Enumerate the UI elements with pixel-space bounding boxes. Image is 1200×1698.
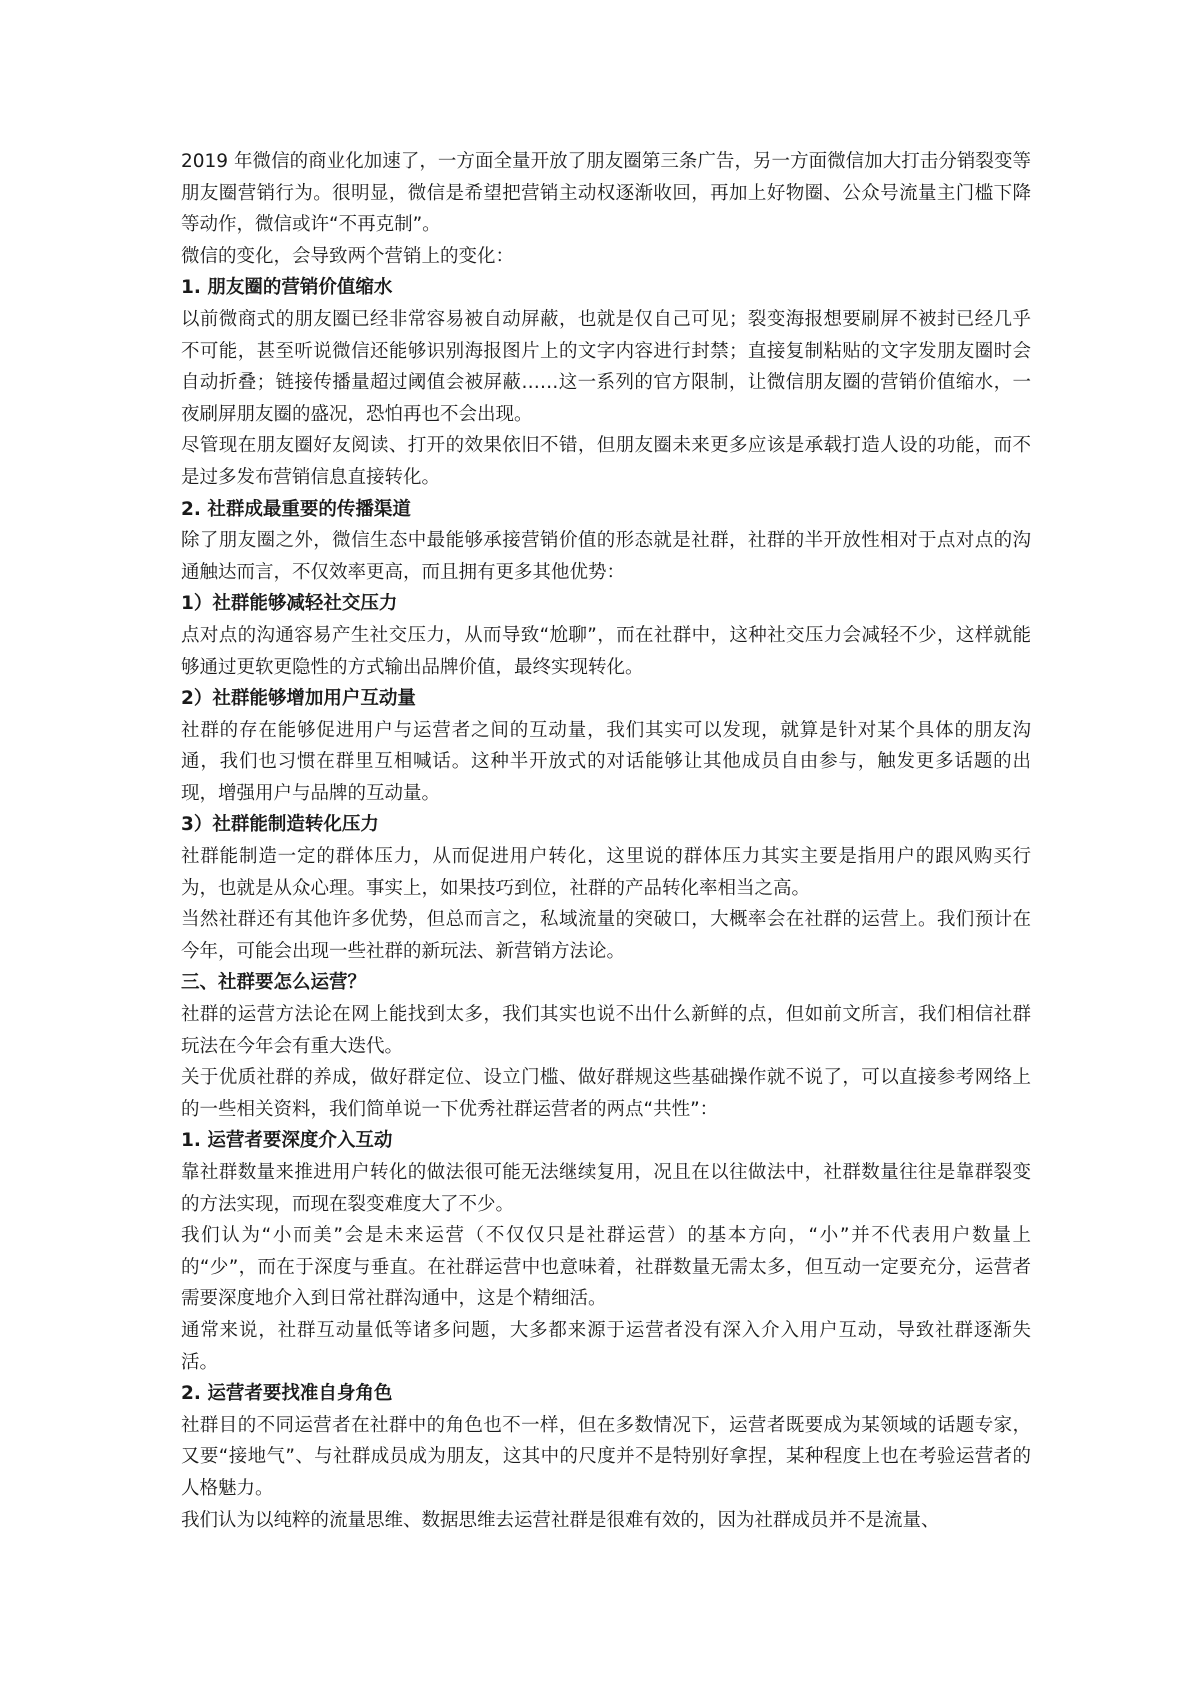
body-paragraph: 社群能制造一定的群体压力，从而促进用户转化，这里说的群体压力其实主要是指用户的跟风购买行为，也就是从众心理。事实上，如果技巧到位，社群的产品转化率相当之高。 — [181, 846, 1031, 899]
document-page — [181, 146, 1031, 1536]
subheading-interaction: 2）社群能够增加用户互动量 — [181, 688, 416, 710]
body-paragraph: 当然社群还有其他许多优势，但总而言之，私域流量的突破口，大概率会在社群的运营上。我们预计在今年，可能会出现一些社群的新玩法、新营销方法论。 — [181, 909, 1031, 962]
intro-paragraph: 2019 年微信的商业化加速了，一方面全量开放了朋友圈第三条广告，另一方面微信加大打击分销裂变等朋友圈营销行为。很明显，微信是希望把营销主动权逐渐收回，再加上好物圈、公众号流量主门槛下降等动作，微信或许“不再克制”。 — [181, 151, 1031, 236]
body-paragraph: 社群目的不同运营者在社群中的角色也不一样，但在多数情况下，运营者既要成为某领域的话题专家，又要“接地气”、与社群成员成为朋友，这其中的尺度并不是特别好拿捏，某种程度上也在考验运营者的人格魅力。 — [181, 1414, 1031, 1499]
section-heading-how-to-operate: 三、社群要怎么运营？ — [181, 972, 367, 994]
body-paragraph: 我们认为以纯粹的流量思维、数据思维去运营社群是很难有效的，因为社群成员并不是流量、 — [181, 1509, 940, 1531]
body-paragraph: 关于优质社群的养成，做好群定位、设立门槛、做好群规这些基础操作就不说了，可以直接参考网络上的一些相关资料，我们简单说一下优秀社群运营者的两点“共性”： — [181, 1067, 1031, 1120]
body-paragraph: 通常来说，社群互动量低等诸多问题，大多都来源于运营者没有深入介入用户互动，导致社群逐渐失活。 — [181, 1319, 1031, 1373]
section-heading-community-channel: 2. 社群成最重要的传播渠道 — [181, 498, 411, 520]
body-paragraph: 以前微商式的朋友圈已经非常容易被自动屏蔽，也就是仅自己可见；裂变海报想要刷屏不被封已经几乎不可能，甚至听说微信还能够识别海报图片上的文字内容进行封禁；直接复制粘贴的文字发朋友圈时会自动折叠；链接传播量超过阈值会被屏蔽……这一系列的官方限制，让微信朋友圈的营销价值缩水，一夜刷屏朋友圈的盛况，恐怕再也不会出现。 — [181, 308, 1031, 425]
subheading-conversion-pressure: 3）社群能制造转化压力 — [181, 814, 379, 836]
subheading-find-role: 2. 运营者要找准自身角色 — [181, 1383, 393, 1405]
body-paragraph: 社群的存在能够促进用户与运营者之间的互动量，我们其实可以发现，就算是针对某个具体的朋友沟通，我们也习惯在群里互相喊话。这种半开放式的对话能够让其他成员自由参与，触发更多话题的出现，增强用户与品牌的互动量。 — [181, 719, 1031, 804]
subheading-deep-involvement: 1. 运营者要深度介入互动 — [181, 1130, 393, 1152]
body-paragraph: 我们认为“小而美”会是未来运营（不仅仅只是社群运营）的基本方向，“小”并不代表用户数量上的“少”，而在于深度与垂直。在社群运营中也意味着，社群数量无需太多，但互动一定要充分，运营者需要深度地介入到日常社群沟通中，这是个精细活。 — [181, 1225, 1031, 1310]
body-paragraph: 除了朋友圈之外，微信生态中最能够承接营销价值的形态就是社群，社群的半开放性相对于点对点的沟通触达而言，不仅效率更高，而且拥有更多其他优势： — [181, 530, 1031, 583]
body-paragraph: 尽管现在朋友圈好友阅读、打开的效果依旧不错，但朋友圈未来更多应该是承载打造人设的功能，而不是过多发布营销信息直接转化。 — [181, 435, 1031, 488]
subheading-social-pressure: 1）社群能够减轻社交压力 — [181, 593, 398, 615]
body-paragraph: 社群的运营方法论在网上能找到太多，我们其实也说不出什么新鲜的点，但如前文所言，我们相信社群玩法在今年会有重大迭代。 — [181, 1004, 1031, 1057]
transition-paragraph: 微信的变化，会导致两个营销上的变化： — [181, 245, 515, 267]
body-paragraph: 点对点的沟通容易产生社交压力，从而导致“尬聊”，而在社群中，这种社交压力会减轻不少，这样就能够通过更软更隐性的方式输出品牌价值，最终实现转化。 — [181, 624, 1031, 678]
body-paragraph: 靠社群数量来推进用户转化的做法很可能无法继续复用，况且在以往做法中，社群数量往往是靠群裂变的方法实现，而现在裂变难度大了不少。 — [181, 1162, 1031, 1215]
section-heading-moments-value: 1. 朋友圈的营销价值缩水 — [181, 277, 393, 299]
